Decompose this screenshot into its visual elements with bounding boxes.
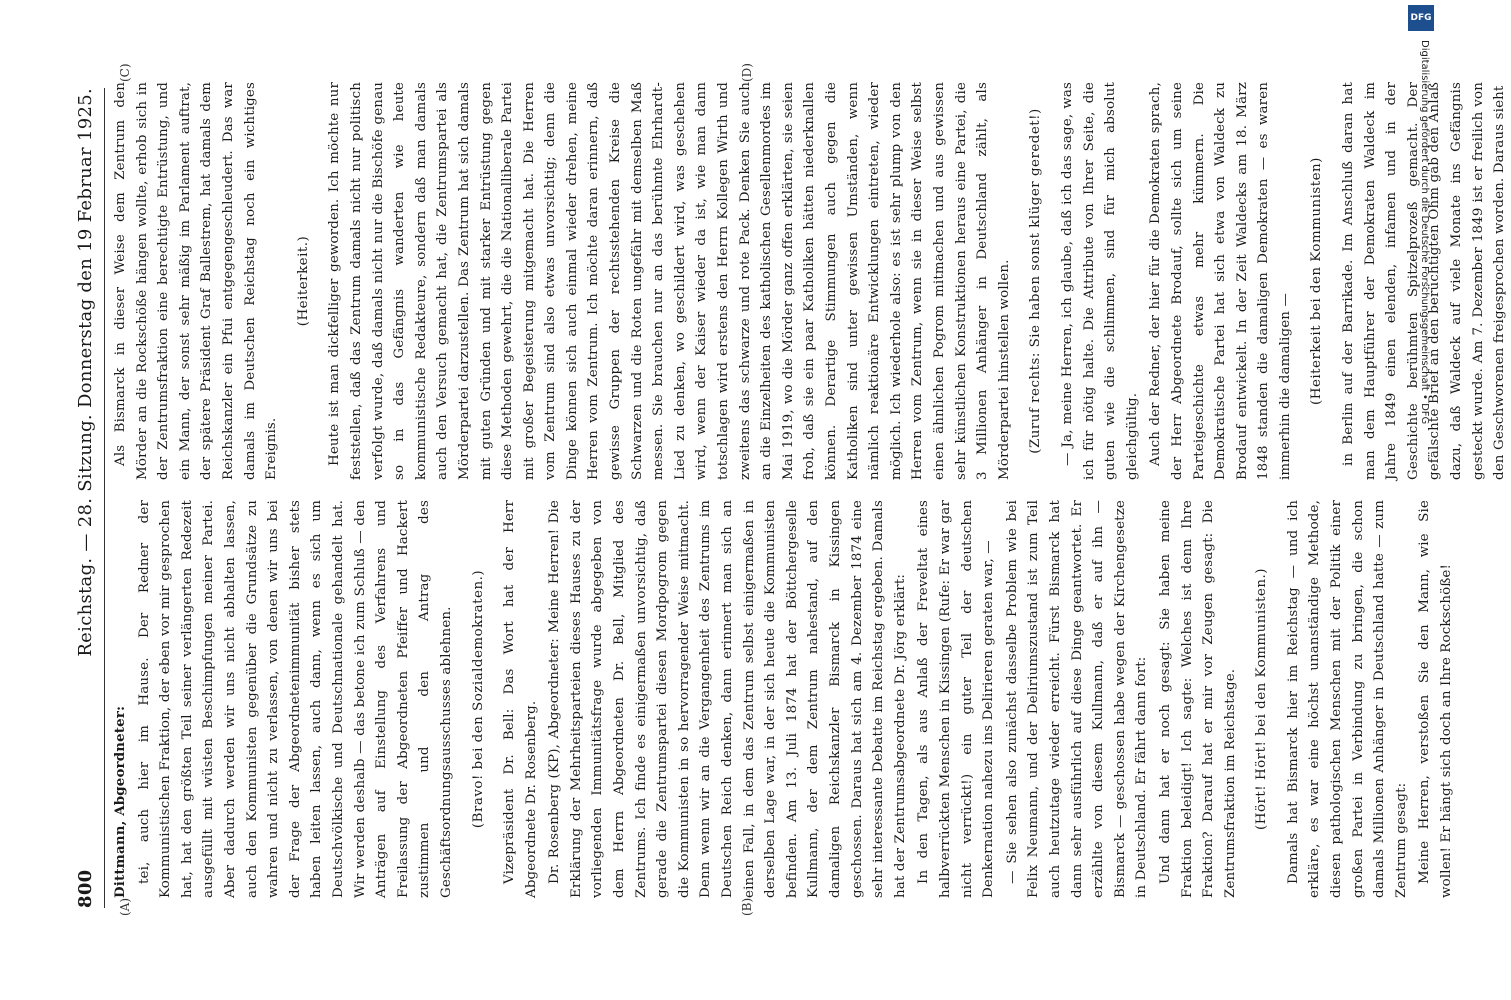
paragraph: Damals hat Bismarck hier im Reichstag — und ich erkläre, es war eine höchst unanständige Methode, diesen pathologischen Menschen mit der Politik einer großen Partei in Verbindung zu bringen, die schon damals Millionen Anhänger in Deutschland hatte — zum Zentrum gesagt:: [1285, 500, 1409, 898]
paragraph: tei, auch hier im Hause. Der Redner der Kommunistischen Fraktion, der eben vor mir gesprochen hat, hat den größten Teil seiner verlängerten Redezeit ausgefüllt mit wüsten Beschimpfungen meiner Partei. Aber dadurch werden wir uns nicht abhalten lassen, auch den Kommunisten gegenüber die Grundsätze zu wahren und nicht zu verlassen, von denen wir uns bei der Frage der Abgeordnetenimmunität bisher stets haben leiten lassen, auch dann, wenn es sich um Deutschvölkische und Deutschnationale gehandelt hat. Wir werden deshalb — das betone ich zum Schluß — den Anträgen auf Einstellung des Verfahrens und Freilassung der Abgeordneten Pfeiffer und Hackert zustimmen und den Antrag des Geschäftsordnungsausschusses ablehnen.: [136, 500, 454, 898]
margin-marker-d: (D): [740, 63, 754, 82]
interjection: (Heiterkeit.): [295, 235, 311, 327]
margin-marker-b: (B): [740, 897, 754, 916]
paragraph: Heute ist man dickfelliger geworden. Ich möchte nur feststellen, daß das Zentrum damals nicht nur politisch verfolgt wurde, daß damals nicht nur die Bischöfe genau so in das Gefängnis wanderten wie heute kommunistische Redakteure, sondern daß man damals auch den Versuch gemacht hat, die Zentrumspartei als Mörderpartei darzustellen. Das Zentrum hat sich damals mit guten Gründen und mit starker Entrüstung gegen diese Methoden gewehrt, die die Nationalliberale Partei mit großer Begeisterung mitgemacht hat. Die Herren vom Zentrum sind also etwas unvorsichtig; denn die Dinge können sich auch einmal wieder drehen, meine Herren vom Zentrum. Ich möchte daran erinnern, daß gewisse Gruppen der rechtsstehenden Kreise die Schwarzen und die Roten ungefähr mit demselben Maß messen. Sie brauchen nur an das berühmte Ehrhardt-Lied zu denken, wo geschildert wird, was geschehen wird, wenn der Kaiser wieder da ist, wie man dann totschlagen wird erstens den Herrn Kollegen Wirth und zweitens das schwarze und rote Pack. Denken Sie auch an die Einzelheiten des katholischen Gesellenmordes im Mai 1919, wo die Mörder ganz offen erklärten, sie seien froh, daß sie ein paar Katholiken hätten niederknallen können. Derartige Stimmungen auch gegen die Katholiken sind unter gewissen Umständen, wenn nämlich reaktionäre Entwicklungen eintreten, wieder möglich. Ich wiederhole also: es ist sehr plump von den Herren vom Zentrum, wenn sie in dieser Weise selbst einen ähnlichen Pogrom mitmachen und aus gewissen sehr künstlichen Konstruktionen heraus eine Partei, die 3 Millionen Anhänger in Deutschland zählt, als Mörderpartei hinstellen wollen.: [327, 82, 1012, 480]
paragraph: — Sie sehen also zunächst dasselbe Problem wie bei Felix Neumann, und der Deliriumszustand ist zum Teil auch heutzutage wieder erreicht. Fürst Bismarck hat dann sehr ausführlich auf diese Dinge geantwortet. Er erzählte von diesem Kullmann, daß er auf ihn — Bismarck — geschossen habe wegen der Kirchengesetze in Deutschland. Er fährt dann fort:: [1004, 500, 1150, 898]
speaker-label: Dittmann, Abgeordneter:: [112, 705, 128, 898]
interjection: (Zuruf rechts: Sie haben sonst klüger geredet!): [1028, 108, 1044, 454]
paragraph: Meine Herren, verstoßen Sie den Mann, wie Sie wollen! Er hängt sich doch an Ihre Rockschöße!: [1417, 500, 1455, 898]
header-rule: [104, 88, 105, 908]
paragraph: Vizepräsident Dr. Bell: Das Wort hat der Herr Abgeordnete Dr. Rosenberg.: [502, 500, 539, 898]
paragraph: Auch der Redner, der hier für die Demokraten sprach, der Herr Abgeordnete Brodauf, sollte sich um seine Parteigeschichte etwas mehr kümmern. Die Demokratische Partei hat sich etwa von Waldeck zu Brodauf entwickelt. In der Zeit Waldecks am 18. März 1848 standen die damaligen Demokraten — es waren immerhin die damaligen —: [1148, 82, 1293, 480]
interjection: (Heiterkeit bei den Kommunisten): [1309, 157, 1325, 405]
page-title: Reichstag. — 28. Sitzung. Donnerstag den 19 Februar 1925.: [75, 88, 96, 657]
page-number: 800: [75, 869, 96, 908]
paragraph: In den Tagen, als aus Anlaß der Freveltat eines halbverrückten Menschen in Kissingen (Rufe: Er war gar nicht verrückt!) ein guter Teil der deutschen Denkernation nahezu ins Delirieren geraten war, —: [916, 500, 997, 898]
dfg-logo: DFG: [1408, 5, 1434, 31]
margin-marker-a: (A): [118, 897, 132, 916]
paragraph: Dr. Rosenberg (KP), Abgeordneter: Meine Herren! Die Erklärung der Mehrheitsparteien dieses Hauses zu der vorliegenden Immunitätsfrage wurde abgegeben von dem Herrn Abgeordneten Dr. Bell, Mitglied des Zentrums. Ich finde es einigermaßen unvorsichtig, daß gerade die Zentrumspartei diesen Mordpogrom gegen die Kommunisten in so hervorragender Weise mitmacht. Denn wenn wir an die Vergangenheit des Zentrums im Deutschen Reich denken, dann erinnert man sich an einen Fall, in dem das Zentrum selbst einigermaßen in derselben Lage war, in der sich heute die Kommunisten befinden. Am 13. Juli 1874 hat der Böttchergeselle Kullmann, der dem Zentrum nahestand, auf den damaligen Reichskanzler Bismarck in Kissingen geschossen. Daraus hat sich am 4. Dezember 1874 eine sehr interessante Debatte im Reichstag ergeben. Damals hat der Zentrumsabgeordnete Dr. Jörg erklärt:: [547, 500, 908, 898]
interjection: (Bravo! bei den Sozialdemokraten.): [470, 569, 486, 829]
running-head: [75, 88, 105, 908]
paragraph: Als Bismarck in dieser Weise dem Zentrum den Mörder an die Rockschöße hängen wollte, erhob sich in der Zentrumsfraktion eine berechtigte Entrüstung, und ein Mann, der sonst sehr mäßig im Parlament auftrat, der spätere Präsident Graf Ballestrem, hat damals dem Reichskanzler ein Pfui entgegengeschleudert. Das war damals im Deutschen Reichstag noch ein wichtiges Ereignis.: [113, 82, 280, 480]
paragraph: in Berlin auf der Barrikade. Im Anschluß daran hat man dem Hauptführer der Demokraten Waldeck im Jahre 1849 einen elenden, infamen und in der Geschichte berühmten Spitzelprozeß gemacht. Der gefälschte Brief an den berüchtigten Ohm gab den Anlaß dazu, daß Waldeck auf viele Monate ins Gefängnis gesteckt wurde. Am 7. Dezember 1849 ist er freilich von den Geschworenen freigesprochen worden. Daraus sieht: [1341, 82, 1508, 480]
interjection: (Hört! Hört! bei den Kommunisten.): [1254, 568, 1270, 830]
paragraph: Und dann hat er noch gesagt: Sie haben meine Fraktion beleidigt! Ich sagte: Welches ist denn Ihre Fraktion? Darauf hat er mir vor Zeugen gesagt: Die Zentrumsfraktion im Reichstage.: [1157, 500, 1238, 898]
paragraph: — Ja, meine Herren, ich glaube, daß ich das sage, was ich für nötig halte. Die Attribute von Ihrer Seite, die guten wie die schlimmen, sind für mich absolut gleichgültig.: [1059, 82, 1140, 480]
margin-marker-c: (C): [118, 63, 132, 82]
digitization-credit: Digitalisierung gefördert durch die Deutsche Forschungsgemeinschaft • DFG: [1419, 40, 1430, 425]
text-column-left: [110, 500, 1455, 898]
